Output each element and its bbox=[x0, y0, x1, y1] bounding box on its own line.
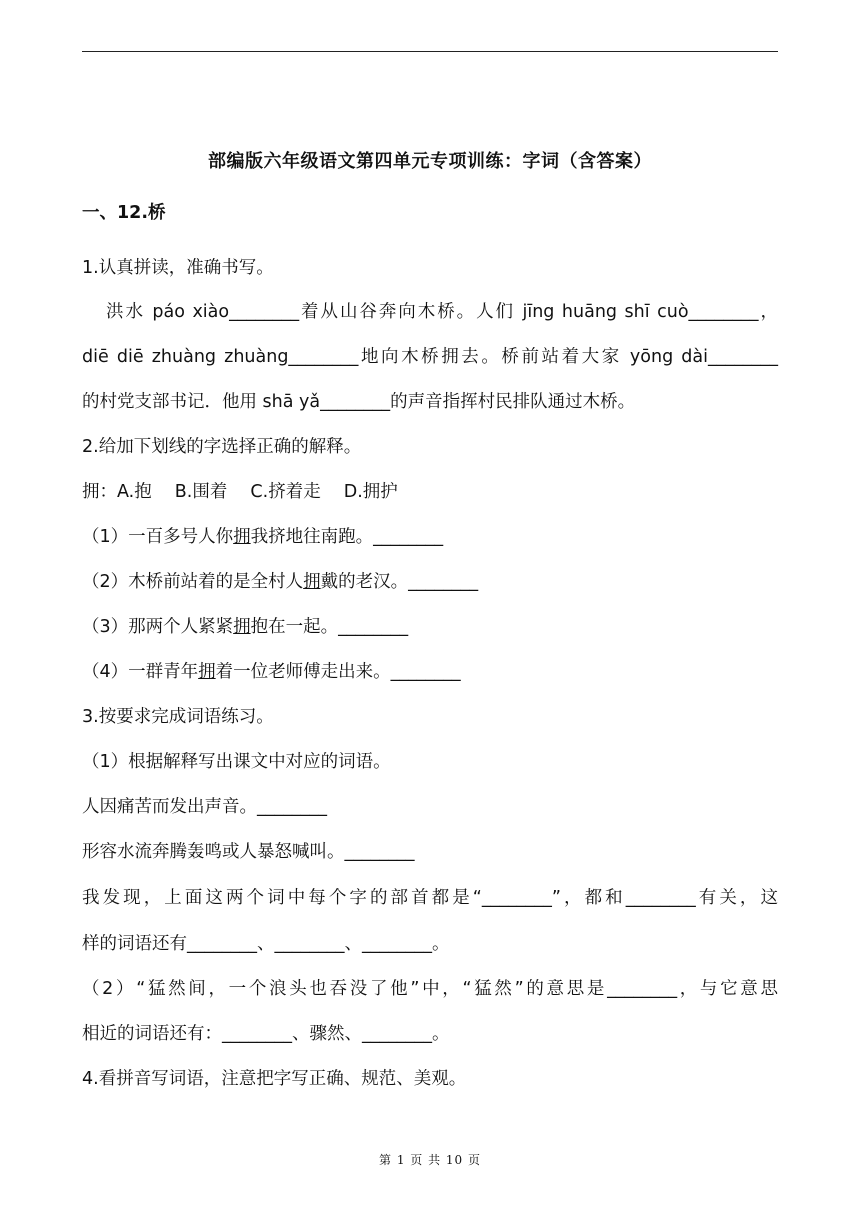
question-2-options: 拥：A.抱 B.围着 C.挤着走 D.拥护 bbox=[82, 482, 398, 502]
underlined-char: 拥 bbox=[303, 572, 321, 592]
question-3-finding-2: 样的词语还有________、________、________。 bbox=[82, 934, 450, 954]
question-1-heading: 1.认真拼读，准确书写。 bbox=[82, 258, 274, 278]
question-3-finding-1: 我发现，上面这两个词中每个字的部首都是“________”，都和________有关，这 bbox=[82, 888, 778, 908]
question-2-item-4: （4）一群青年拥着一位老师傅走出来。________ bbox=[82, 662, 461, 682]
question-4-heading: 4.看拼音写词语，注意把字写正确、规范、美观。 bbox=[82, 1069, 467, 1089]
section-heading: 一、12.桥 bbox=[82, 203, 166, 223]
page-footer: 第 1 页 共 10 页 bbox=[379, 1153, 481, 1167]
question-2-item-1: （1）一百多号人你拥我挤地往南跑。________ bbox=[82, 527, 444, 547]
question-3-definition-1: 人因痛苦而发出声音。________ bbox=[82, 797, 327, 817]
question-2-item-3: （3）那两个人紧紧拥抱在一起。________ bbox=[82, 617, 409, 637]
header-rule bbox=[82, 51, 778, 52]
question-3-heading: 3.按要求完成词语练习。 bbox=[82, 707, 274, 727]
question-3-sub-2a: （2）“猛然间，一个浪头也吞没了他”中，“猛然”的意思是________，与它意思 bbox=[82, 979, 778, 999]
underlined-char: 拥 bbox=[198, 662, 216, 682]
question-1-line-1: 洪水 páo xiào________着从山谷奔向木桥。人们 jīng huāng shī cuò________， bbox=[106, 302, 778, 322]
underlined-char: 拥 bbox=[233, 527, 251, 547]
underlined-char: 拥 bbox=[233, 617, 251, 637]
page-title: 部编版六年级语文第四单元专项训练：字词（含答案） bbox=[208, 151, 652, 172]
question-3-sub-2b: 相近的词语还有：________、骤然、________。 bbox=[82, 1024, 450, 1044]
question-2-heading: 2.给加下划线的字选择正确的解释。 bbox=[82, 437, 362, 457]
question-1-line-3: 的村党支部书记．他用 shā yǎ________的声音指挥村民排队通过木桥。 bbox=[82, 392, 636, 412]
question-1-line-2: diē diē zhuàng zhuàng________地向木桥拥去。桥前站着大家 yōng dài________ bbox=[82, 347, 778, 367]
question-3-definition-2: 形容水流奔腾轰鸣或人暴怒喊叫。________ bbox=[82, 842, 415, 862]
question-2-item-2: （2）木桥前站着的是全村人拥戴的老汉。________ bbox=[82, 572, 479, 592]
question-3-sub-1: （1）根据解释写出课文中对应的词语。 bbox=[82, 752, 391, 772]
